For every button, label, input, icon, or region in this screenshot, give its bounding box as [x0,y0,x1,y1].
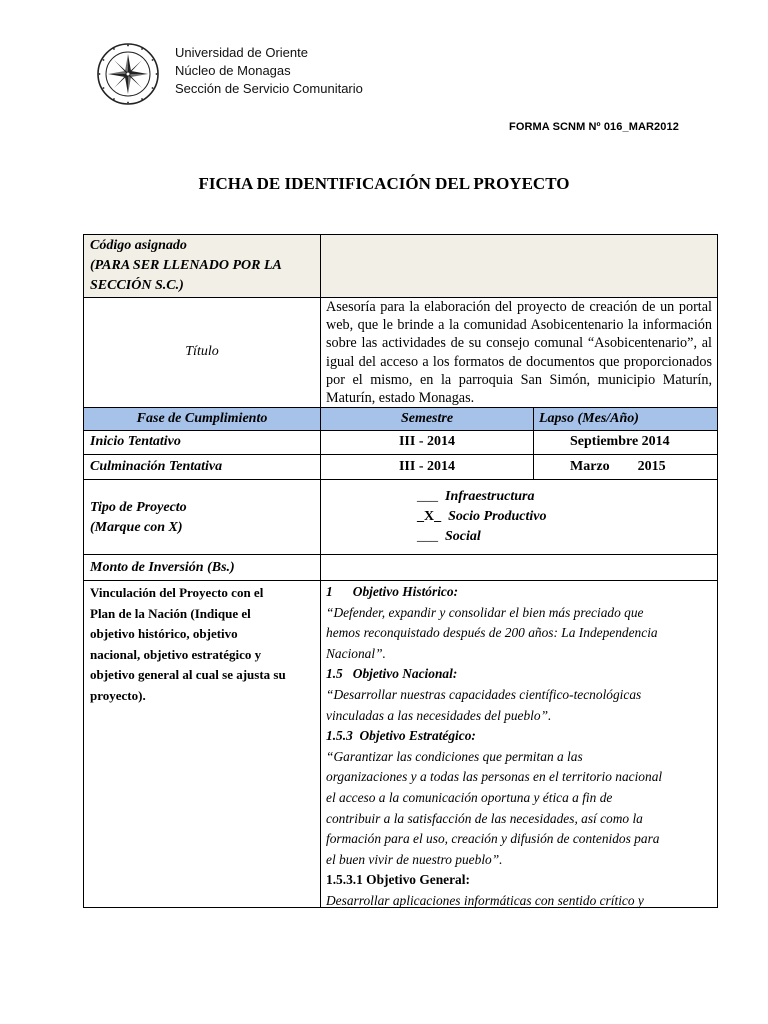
option-mark: ___ [417,489,438,504]
content-line: organizaciones y a todas las personas en el territorio nacional [326,769,663,785]
institution-section: Sección de Servicio Comunitario [175,81,363,96]
tipo-options [417,487,707,547]
tipo-option-infraestructura[interactable] [417,487,707,507]
tipo-option-socio-productivo[interactable] [417,507,707,527]
content-line: hemos reconquistado después de 200 años: La Independencia [326,625,658,641]
tipo-option-social[interactable] [417,527,707,547]
university-seal-icon [96,42,160,106]
form-code: FORMA SCNM Nº 016_MAR2012 [509,121,679,133]
option-label: Social [445,529,481,544]
document-title: FICHA DE IDENTIFICACIÓN DEL PROYECTO [198,174,570,193]
option-label: Infraestructura [445,489,535,504]
institution-name: Universidad de Oriente [175,45,308,60]
content-line: el acceso a la comunicación oportuna y ética a fin de [326,789,613,805]
content-line: “Defender, expandir y consolidar el bien más preciado que [326,604,644,620]
titulo-value: Asesoría para la elaboración del proyecto de creación de un portal web, que le brinde a la comunidad Asobicentenario la información sobre las actividades de su consejo comunal “Asobicentenario”, al igual del acceso a los formatos de documentos que proporcionados por el mismo, en la parroquia San Simón, municipio Maturín, Maturín, estado Monagas. [326,299,712,407]
content-line: Nacional”. [326,645,386,661]
semestre-header-label: Semestre [400,411,454,426]
culminacion-label: Culminación Tentativa [90,459,223,474]
content-line: “Garantizar las condiciones que permitan a las [326,748,583,764]
inicio-semestre: III - 2014 [398,434,455,449]
objetivo-estrategico-heading: 1.5.3 Objetivo Estratégico: [326,728,476,744]
tipo-label: Tipo de Proyecto (Marque con X) [90,500,187,535]
content-line: el buen vivir de nuestro pueblo”. [326,851,503,867]
objetivo-general-heading: 1.5.3.1 Objetivo General: [326,872,470,888]
culminacion-lapso: Marzo 2015 [570,459,666,474]
content-line: Desarrollar aplicaciones informáticas con sentido crítico y [326,892,644,907]
option-mark: _X_ [417,509,442,524]
institution-campus: Núcleo de Monagas [175,63,291,78]
objetivo-nacional-heading: 1.5 Objetivo Nacional: [326,666,458,682]
objetivo-historico-heading: 1 Objetivo Histórico: [326,584,459,599]
monto-label: Monto de Inversión (Bs.) [90,560,235,575]
content-line: “Desarrollar nuestras capacidades científico-tecnológicas [326,686,642,702]
codigo-label: Código asignado (PARA SER LLENADO POR LA SECCIÓN S.C.) [90,238,282,293]
titulo-label: Título [185,344,219,359]
content-line: contribuir a la satisfacción de las necesidades, así como la [326,810,643,826]
culminacion-semestre: III - 2014 [398,459,455,474]
fase-header-label: Fase de Cumplimiento [136,411,268,426]
lapso-header-label: Lapso (Mes/Año) [539,411,639,426]
inicio-lapso: Septiembre 2014 [570,434,670,449]
inicio-label: Inicio Tentativo [90,434,181,449]
option-label: Socio Productivo [448,509,547,524]
content-line: vinculadas a las necesidades del pueblo”. [326,707,552,723]
vinculacion-label: Vinculación del Proyecto con el Plan de la Nación (Indique el objetivo histórico, objetivo nacional, objetivo estratégico y objetivo general al cual se ajusta su proyecto). [90,585,286,703]
content-line: formación para el uso, creación y difusión de contenidos para [326,831,660,847]
option-mark: ___ [417,529,438,544]
vinculacion-content [326,582,716,907]
